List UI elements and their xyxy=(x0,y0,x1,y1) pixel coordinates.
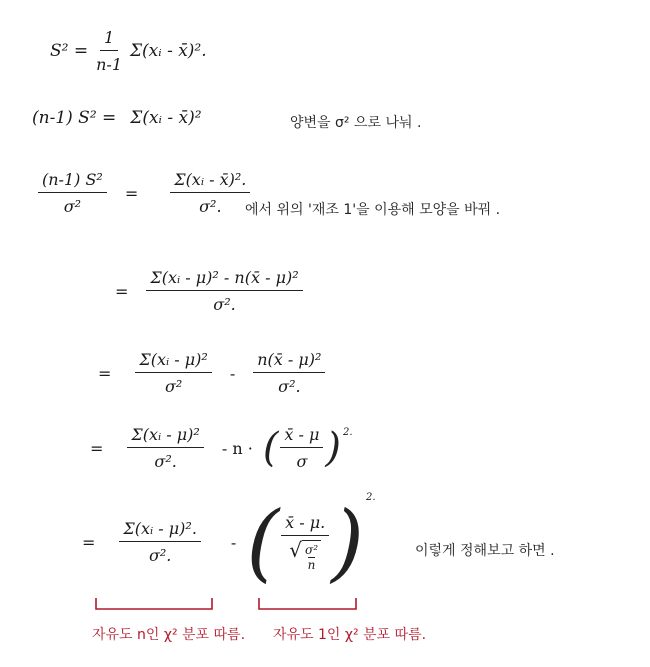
l5-num1: Σ(xᵢ - μ)² xyxy=(135,350,211,373)
l6-den1: σ². xyxy=(154,452,177,471)
l3-lhs-den: σ² xyxy=(63,197,82,216)
l7-left-paren: ( xyxy=(246,493,280,591)
right-annotation xyxy=(273,624,426,644)
l3-lhs-num: (n-1) S² xyxy=(38,170,107,193)
note-line-7 xyxy=(415,540,555,560)
l7-note: 이렇게 정해보고 하면 . xyxy=(415,543,555,559)
left-annotation xyxy=(92,624,245,644)
l4-num: Σ(xᵢ - μ)² - n(x̄ - μ)² xyxy=(146,268,302,291)
l6-inner-num: x̄ - μ xyxy=(280,425,323,448)
l2-lhs: (n-1) S² = xyxy=(32,108,117,128)
l7-fraction-1 xyxy=(119,519,201,565)
equation-line-5 xyxy=(88,350,333,396)
l3-note: 에서 위의 '재조 1'을 이용해 모양을 바꿔 . xyxy=(245,202,501,218)
l7-den1: σ². xyxy=(148,546,172,565)
l3-rhs-fraction xyxy=(170,170,250,216)
l6-minus-n: - n · xyxy=(221,438,253,458)
sqrt-radical-icon: √ xyxy=(289,537,303,562)
left-annotation-label: 자유도 n인 χ² 분포 따름. xyxy=(92,627,246,643)
l6-inner-den: σ xyxy=(296,452,308,471)
l3-rhs-num: Σ(xᵢ - x̄)². xyxy=(170,170,250,193)
right-annotation-label: 자유도 1인 χ² 분포 따름. xyxy=(273,627,427,643)
l7-minus: - xyxy=(230,532,237,552)
l4-equals: = xyxy=(115,281,129,301)
l5-den2: σ². xyxy=(278,377,301,396)
l7-exponent: 2. xyxy=(365,492,376,503)
l3-equals: = xyxy=(124,183,139,203)
l5-equals: = xyxy=(98,363,112,383)
l7-num1: Σ(xᵢ - μ)². xyxy=(119,519,201,542)
l1-frac-num: 1 xyxy=(100,28,118,51)
l4-fraction xyxy=(146,268,302,314)
l6-fraction-1 xyxy=(127,425,203,471)
l1-rhs: Σ(xᵢ - x̄)². xyxy=(130,41,207,61)
l6-num1: Σ(xᵢ - μ)² xyxy=(127,425,203,448)
note-line-2 xyxy=(290,112,421,132)
equation-line-3 xyxy=(30,170,258,216)
l7-equals: = xyxy=(82,532,96,552)
l5-num2: n(x̄ - μ)² xyxy=(253,350,325,373)
l1-frac-den: n-1 xyxy=(96,55,122,74)
l2-note: 양변을 σ² 으로 나눠 . xyxy=(290,115,422,131)
l5-den1: σ² xyxy=(164,377,183,396)
l7-sqrt xyxy=(289,537,321,572)
l3-rhs-den: σ². xyxy=(199,197,222,216)
equation-line-2 xyxy=(32,108,202,128)
l7-inner-num: x̄ - μ. xyxy=(281,513,329,536)
l7-right-paren: ) xyxy=(331,493,364,591)
l6-inner-fraction xyxy=(280,425,323,471)
left-bracket xyxy=(96,598,212,609)
equation-line-1 xyxy=(50,28,207,74)
l2-rhs: Σ(xᵢ - x̄)² xyxy=(130,108,202,128)
l6-right-paren: ) xyxy=(325,425,342,471)
l7-sqrt-top: σ² xyxy=(305,542,319,557)
equation-line-7 xyxy=(72,492,376,591)
l1-lhs: S² = xyxy=(50,41,89,61)
l7-inner-den xyxy=(289,536,321,572)
l5-fraction-1 xyxy=(135,350,211,396)
note-line-3 xyxy=(245,199,500,219)
l7-sqrt-body xyxy=(302,540,321,572)
l5-fraction-2 xyxy=(253,350,325,396)
l1-fraction xyxy=(96,28,122,74)
equation-line-6 xyxy=(80,425,353,471)
l7-sqrt-bottom: n xyxy=(307,557,316,572)
l5-minus: - xyxy=(229,363,236,383)
l3-lhs-fraction xyxy=(38,170,107,216)
right-bracket xyxy=(259,598,356,609)
l6-equals: = xyxy=(90,438,104,458)
l4-den: σ². xyxy=(213,295,236,314)
l6-left-paren: ( xyxy=(262,425,279,471)
l7-inner-fraction xyxy=(281,513,329,572)
l6-exponent: 2. xyxy=(343,427,353,438)
equation-line-4 xyxy=(105,268,311,314)
